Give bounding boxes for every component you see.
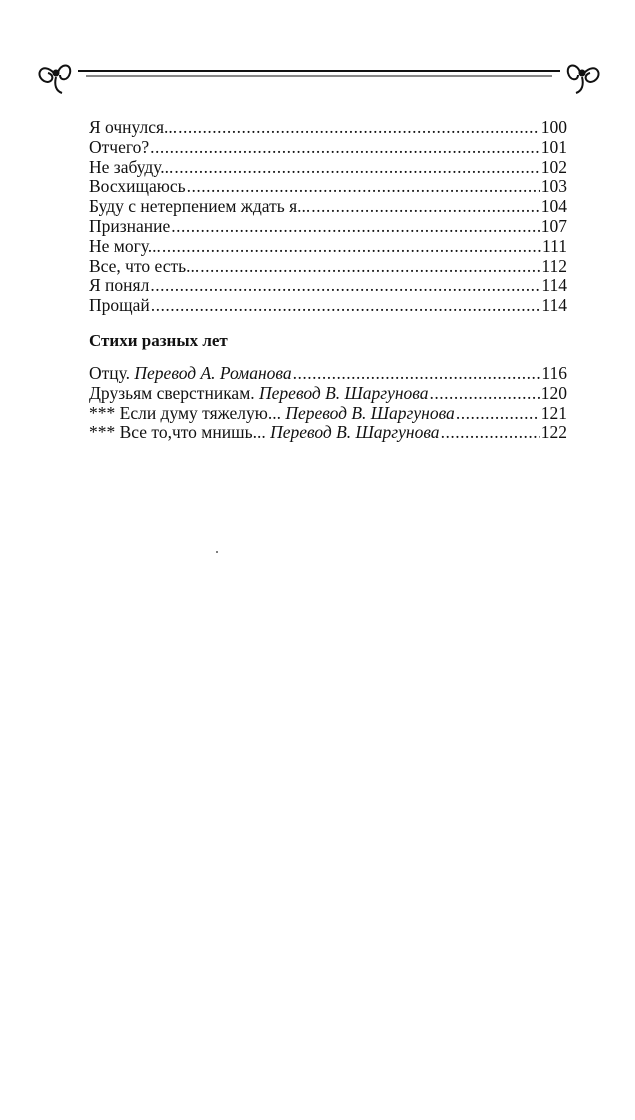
toc-entry-title: Отчего?: [89, 137, 150, 157]
header-ornament: [34, 55, 604, 95]
toc-leader-dots: [174, 158, 539, 178]
toc-part1: [89, 118, 567, 316]
toc-entry-name: Друзьям сверстникам.: [89, 383, 255, 403]
toc-entry: [89, 138, 567, 158]
toc-entry-translator: Перевод В. Шаргунова: [285, 403, 455, 423]
print-speck: [216, 551, 218, 553]
toc-leader-dots: [441, 423, 540, 443]
toc-entry: [89, 197, 567, 217]
toc-leader-dots: [151, 296, 541, 316]
toc-entry-page: 114: [541, 296, 567, 316]
toc-entry: [89, 237, 567, 257]
toc-entry-title: Признание: [89, 216, 171, 236]
toc-entry-title: Я понял: [89, 276, 150, 296]
toc-entry-page: 103: [540, 177, 567, 197]
toc-leader-dots: [430, 384, 540, 404]
toc-part2: [89, 364, 567, 443]
toc-entry-page: 107: [540, 216, 567, 236]
left-flourish-icon: [39, 66, 70, 94]
toc-entry-title: Все, что есть...: [89, 256, 200, 276]
toc-entry-page: 120: [540, 383, 567, 403]
toc-leader-dots: [293, 364, 541, 384]
toc-entry: [89, 257, 567, 277]
toc-entry-name: *** Все то,что мнишь...: [89, 423, 266, 443]
toc-entry-title: Прощай: [89, 296, 150, 316]
toc-entry-title: Не забуду...: [89, 157, 174, 177]
toc-leader-dots: [162, 237, 541, 257]
toc-entry-page: 116: [541, 363, 567, 383]
toc-entry-page: 100: [540, 118, 567, 137]
section-heading: Стихи разных лет: [89, 330, 228, 350]
toc-entry: [89, 404, 567, 424]
toc-entry-name: Отцу.: [89, 363, 131, 383]
toc-leader-dots: [150, 276, 540, 296]
toc-entry-title: [89, 404, 455, 424]
toc-leader-dots: [456, 404, 540, 424]
toc-entry-page: 122: [540, 423, 567, 443]
toc-entry: [89, 296, 567, 316]
toc-entry-page: 121: [540, 403, 567, 423]
toc-entry-page: 114: [541, 276, 567, 296]
toc-entry: [89, 423, 567, 443]
toc-entry: [89, 158, 567, 178]
toc-entry: [89, 276, 567, 296]
toc-entry-page: 104: [540, 197, 567, 217]
toc-leader-dots: [178, 118, 540, 138]
toc-entry: [89, 177, 567, 197]
toc-entry-page: 102: [540, 157, 567, 177]
toc-entry-title: Буду с нетерпением ждать я...: [89, 197, 311, 217]
right-flourish-icon: [568, 66, 599, 94]
toc-entry-page: 112: [541, 256, 567, 276]
toc-leader-dots: [200, 257, 540, 277]
toc-entry-page: 111: [542, 236, 567, 256]
toc-leader-dots: [171, 217, 539, 237]
toc-entry-translator: Перевод А. Романова: [134, 363, 292, 383]
toc-entry-title: [89, 384, 429, 404]
toc-entry: [89, 118, 567, 138]
toc-leader-dots: [311, 197, 539, 217]
toc-entry-translator: Перевод В. Шаргунова: [270, 423, 440, 443]
toc-entry-page: 101: [540, 137, 567, 157]
toc-entry-title: Не могу...: [89, 236, 161, 256]
toc-entry: [89, 364, 567, 384]
toc-leader-dots: [187, 177, 540, 197]
toc-entry-title: Я очнулся...: [89, 118, 178, 137]
toc-entry-title: [89, 364, 292, 384]
toc-entry: [89, 217, 567, 237]
toc-entry-title: [89, 423, 440, 443]
toc-entry-title: Восхищаюсь: [89, 177, 186, 197]
table-of-contents: [89, 118, 567, 443]
toc-entry-translator: Перевод В. Шаргунова: [259, 383, 429, 403]
toc-entry: [89, 384, 567, 404]
toc-entry-name: *** Если думу тяжелую...: [89, 403, 281, 423]
toc-leader-dots: [150, 138, 540, 158]
